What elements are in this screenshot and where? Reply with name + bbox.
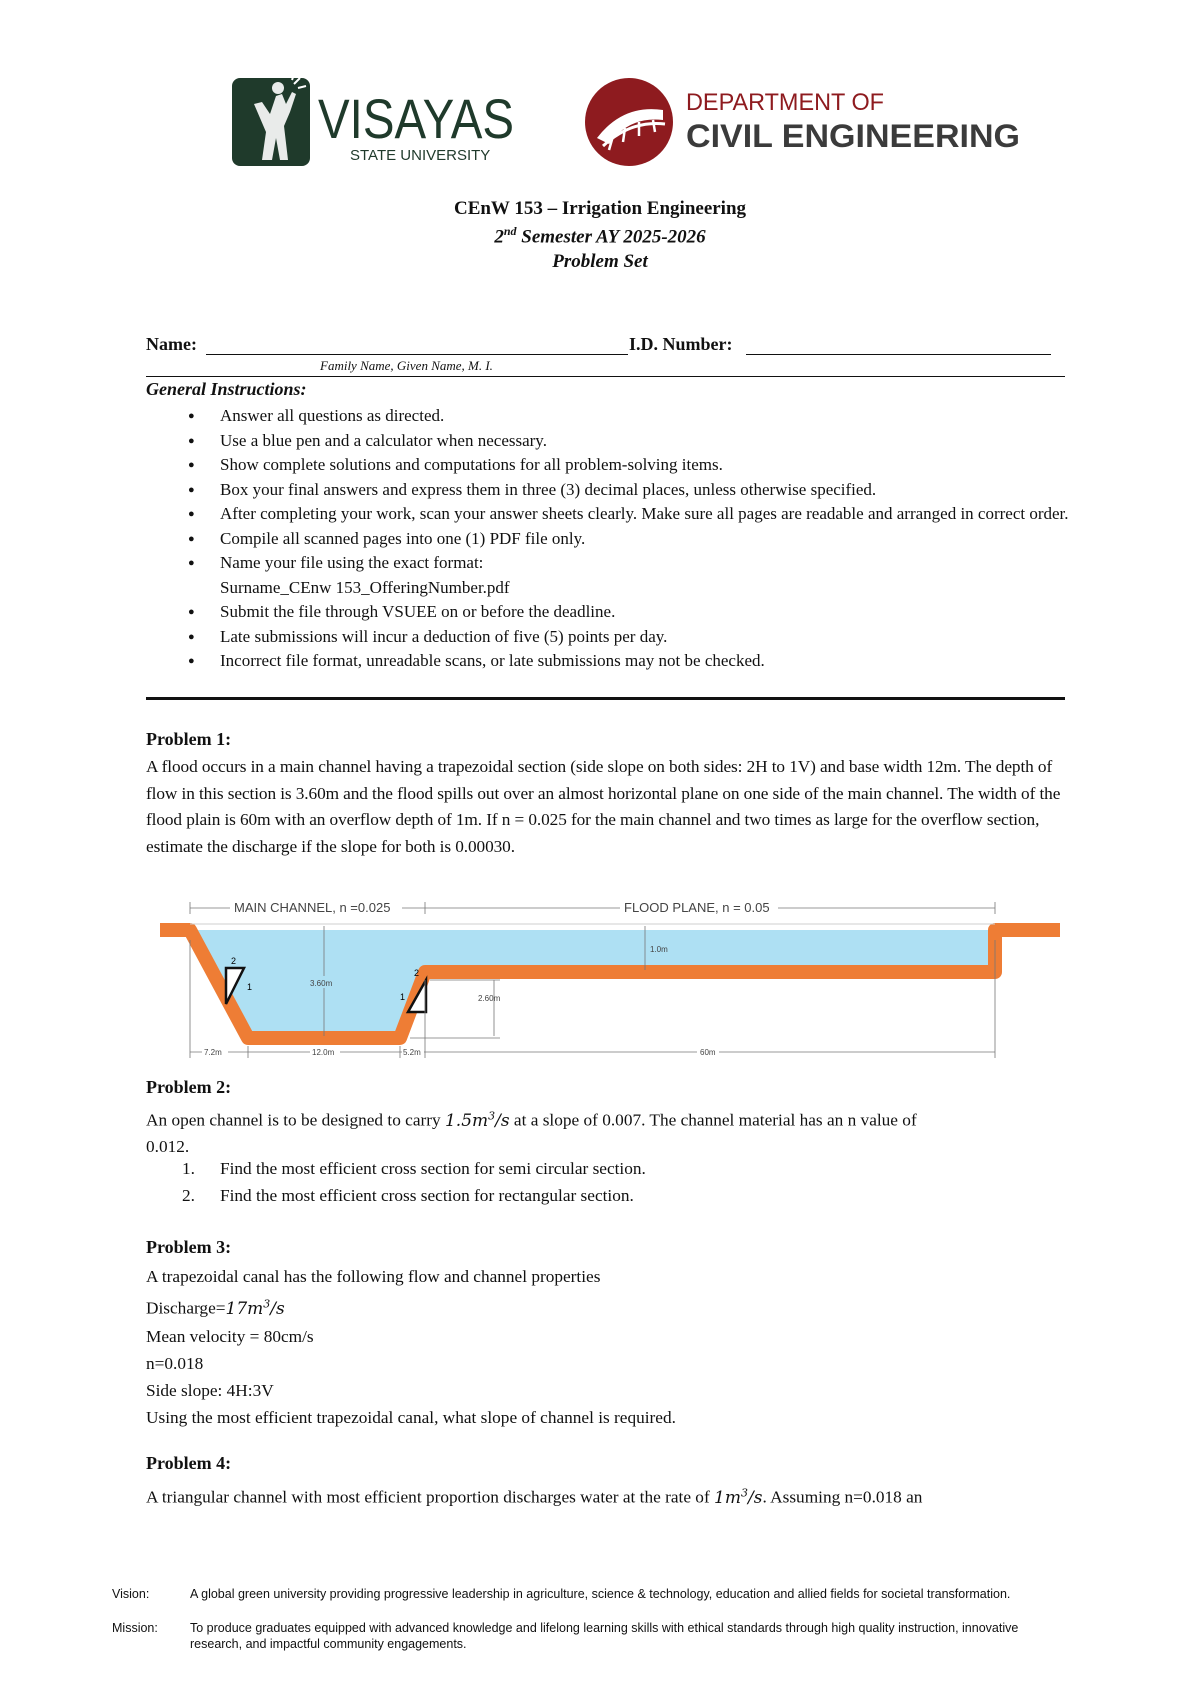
dept-line1: DEPARTMENT OF [686,89,884,116]
instruction-item: ● Late submissions will incur a deduction of five (5) points per day. [190,625,1070,650]
discharge-label: Discharge= [146,1298,226,1318]
slope-v-left: 1 [247,982,253,992]
problem2-text-pre: An open channel is to be designed to carry [146,1110,445,1130]
dim-right-label: 5.2m [403,1048,421,1057]
semester-text: Semester AY 2025-2026 [516,226,706,248]
semester-line [0,224,1200,248]
problem3-n: n=0.018 [146,1353,204,1373]
instructions-title: General Instructions: [146,379,307,399]
discharge-per: /s [270,1298,285,1319]
problem2-text [146,1103,1066,1161]
problem2-list [180,1156,980,1209]
item-number: 1. [182,1159,195,1178]
course-title: CEnW 153 – Irrigation Engineering [453,198,747,219]
problem2-q-unit: m [472,1110,489,1131]
problem4-q-unit: m [724,1487,741,1508]
problem2-text-line2: 0.012. [146,1137,190,1157]
problem2-item [180,1156,980,1183]
footer-vision [112,1586,1062,1602]
dce-logo [583,74,1023,170]
discharge-unit: m [247,1298,264,1319]
instruction-item: ● After completing your work, scan your answer sheets clearly. Make sure all pages are readable and arranged in correct order. [190,502,1070,527]
document-type: Problem Set [552,251,648,272]
problem4-text [146,1480,1066,1511]
problem2-q-exp: 3 [488,1109,496,1122]
divider-top [146,376,1065,377]
problem4-q-exp: 3 [740,1486,748,1499]
vision-label: Vision: [112,1587,150,1601]
problem4-text-pre: A triangular channel with most efficient proportion discharges water at the rate of [146,1487,715,1507]
step-height-label: 2.60m [478,994,501,1003]
problem3-discharge [146,1290,1066,1323]
slope-h-left: 2 [231,956,237,966]
semester-number: 2 [494,226,504,248]
id-number-label: I.D. Number: [629,334,733,354]
problem2-item [180,1183,980,1210]
problem4-heading: Problem 4: [146,1453,232,1473]
problem2-q-value: 1.5 [444,1110,473,1131]
problem1-text: A flood occurs in a main channel having a trapezoidal section (side slope on both sides: 2H to 1V) and base width 12m. The depth of flow in this section is 3.60m and the flood spills out over an almost horizontal plane on one side of the main channel. The width of the flood plain is 60m with an overflow depth of 1m. If n = 0.025 for the main channel and two times as large for the overflow section, estimate the discharge if the slope for both is 0.00030. [146,757,1061,856]
filename-format: Surname_CEnw 153_OfferingNumber.pdf [220,577,510,597]
problem3-velocity: Mean velocity = 80cm/s [146,1326,314,1346]
name-label: Name: [146,334,197,354]
semester-ordinal: nd [503,224,517,238]
problem2-q-per: /s [495,1110,510,1131]
channel-cross-section-diagram [160,900,1060,1060]
id-number-field-line[interactable] [746,354,1051,355]
vision-text: A global green university providing progressive leadership in agriculture, science & technology, education and allied fields for societal transformation. [190,1587,1011,1601]
problem4-text-post: . Assuming n=0.018 an [762,1487,923,1507]
name-field-line[interactable] [206,354,628,355]
problem2-text-post: at a slope of 0.007. The channel material has an n value of [509,1110,917,1130]
depth-main-label: 3.60m [310,979,333,988]
discharge-exp: 3 [263,1297,271,1310]
dim-base-label: 12.0m [312,1048,335,1057]
main-channel-label: MAIN CHANNEL, n =0.025 [234,900,391,915]
discharge-value [226,1299,285,1319]
problem4-q-value: 1 [714,1487,725,1508]
problem4-discharge [714,1488,762,1508]
divider-instructions [146,697,1065,700]
instruction-item-text: Name your file using the exact format: [220,553,484,572]
mission-label: Mission: [112,1621,158,1635]
problem3-body [146,1263,1066,1431]
depth-flood-label: 1.0m [650,945,668,954]
item-text: Find the most efficient cross section for rectangular section. [220,1185,634,1205]
instruction-item: ● Compile all scanned pages into one (1) PDF file only. [190,527,1070,552]
problem4-q-per: /s [747,1487,763,1508]
slope-v-right: 1 [400,992,406,1002]
dim-flood-label: 60m [700,1048,716,1057]
problem3-intro: A trapezoidal canal has the following flow and channel properties [146,1267,601,1286]
instructions-list [190,404,1070,674]
instruction-item: ● Use a blue pen and a calculator when necessary. [190,429,1070,454]
problem3-side-slope: Side slope: 4H:3V [146,1380,274,1400]
name-format-hint: Family Name, Given Name, M. I. [320,358,493,373]
instruction-item: ● Show complete solutions and computations for all problem-solving items. [190,453,1070,478]
problem1-heading: Problem 1: [146,729,232,749]
discharge-number: 17 [225,1298,248,1319]
instruction-item: ● Incorrect file format, unreadable scans, or late submissions may not be checked. [190,649,1070,674]
mission-text: To produce graduates equipped with advanced knowledge and lifelong learning skills with ethical standards through high quality instruction, innovative research, and impactful community engagements. [190,1621,1019,1651]
slope-h-right: 2 [414,968,420,978]
vsu-subtext: STATE UNIVERSITY [350,147,491,164]
problem2-heading: Problem 2: [146,1077,232,1097]
instruction-item: ● Submit the file through VSUEE on or before the deadline. [190,600,1070,625]
vsu-logo [232,74,522,170]
instruction-item: ● Answer all questions as directed. [190,404,1070,429]
dim-left-label: 7.2m [204,1048,222,1057]
flood-plane-label: FLOOD PLANE, n = 0.05 [624,900,770,915]
dept-line2: CIVIL ENGINEERING [686,118,1020,154]
problem3-question: Using the most efficient trapezoidal canal, what slope of channel is required. [146,1407,676,1427]
instruction-item [190,551,1070,600]
item-text: Find the most efficient cross section for semi circular section. [220,1159,646,1178]
vsu-wordmark: VISAYAS [318,87,514,150]
instruction-item: ● Box your final answers and express them in three (3) decimal places, unless otherwise specified. [190,478,1070,503]
footer-mission [112,1620,1062,1652]
problem3-heading: Problem 3: [146,1237,232,1257]
item-number: 2. [182,1185,195,1205]
problem2-discharge [445,1111,510,1131]
